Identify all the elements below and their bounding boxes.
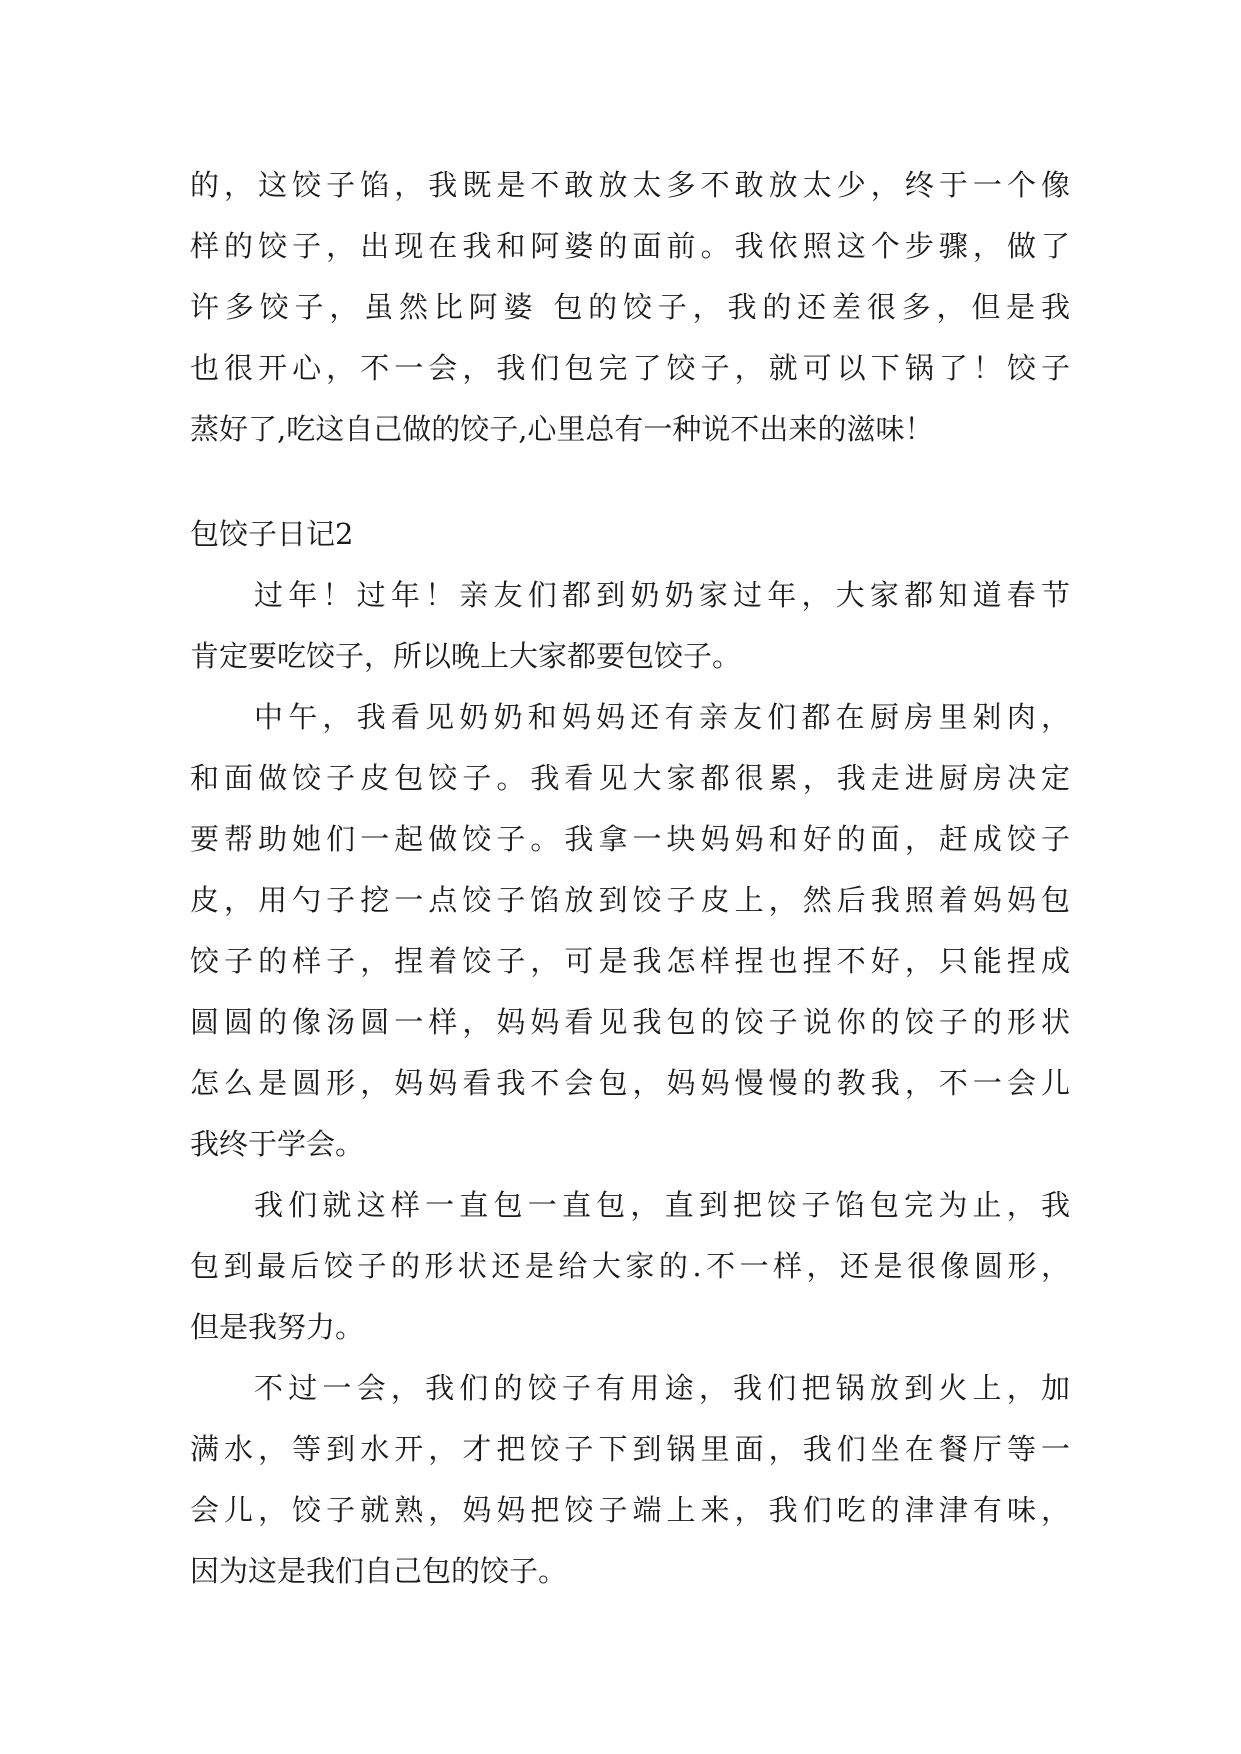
text-line: 要帮助她们一起做饺子。我拿一块妈妈和好的面，赶成饺子 — [190, 822, 1070, 856]
text-line: 的，这饺子馅，我既是不敢放太多不敢放太少，终于一个像 — [190, 168, 1070, 202]
text-line: 中午，我看见奶奶和妈妈还有亲友们都在厨房里剁肉， — [254, 700, 1070, 734]
text-line: 我们就这样一直包一直包，直到把饺子馅包完为止，我 — [254, 1188, 1070, 1222]
text-line: 满水，等到水开，才把饺子下到锅里面，我们坐在餐厅等一 — [190, 1432, 1070, 1466]
text-line: 怎么是圆形，妈妈看我不会包，妈妈慢慢的教我，不一会儿 — [190, 1066, 1070, 1100]
text-line: 包到最后饺子的形状还是给大家的.不一样，还是很像圆形， — [190, 1249, 1070, 1283]
text-line: 不过一会，我们的饺子有用途，我们把锅放到火上，加 — [254, 1371, 1070, 1405]
text-line: 也很开心，不一会，我们包完了饺子，就可以下锅了！饺子 — [190, 351, 1070, 385]
text-line: 蒸好了,吃这自己做的饺子,心里总有一种说不出来的滋味！ — [190, 412, 934, 446]
text-line: 皮，用勺子挖一点饺子馅放到饺子皮上，然后我照着妈妈包 — [190, 883, 1070, 917]
text-line: 样的饺子，出现在我和阿婆的面前。我依照这个步骤，做了 — [190, 229, 1070, 263]
text-line: 会儿，饺子就熟，妈妈把饺子端上来，我们吃的津津有味， — [190, 1493, 1070, 1527]
text-line: 许多饺子，虽然比阿婆 包的饺子，我的还差很多，但是我 — [190, 290, 1070, 324]
text-line: 肯定要吃饺子，所以晚上大家都要包饺子。 — [190, 639, 742, 673]
text-line: 我终于学会。 — [190, 1127, 365, 1161]
text-line: 因为这是我们自己包的饺子。 — [190, 1554, 568, 1588]
text-line: 饺子的样子，捏着饺子，可是我怎样捏也捏不好，只能捏成 — [190, 944, 1070, 978]
text-line: 圆圆的像汤圆一样，妈妈看见我包的饺子说你的饺子的形状 — [190, 1005, 1070, 1039]
text-line: 过年！过年！亲友们都到奶奶家过年，大家都知道春节 — [254, 578, 1070, 612]
text-line: 但是我努力。 — [190, 1310, 365, 1344]
text-line: 和面做饺子皮包饺子。我看见大家都很累，我走进厨房决定 — [190, 761, 1070, 795]
section-heading: 包饺子日记2 — [190, 517, 354, 551]
